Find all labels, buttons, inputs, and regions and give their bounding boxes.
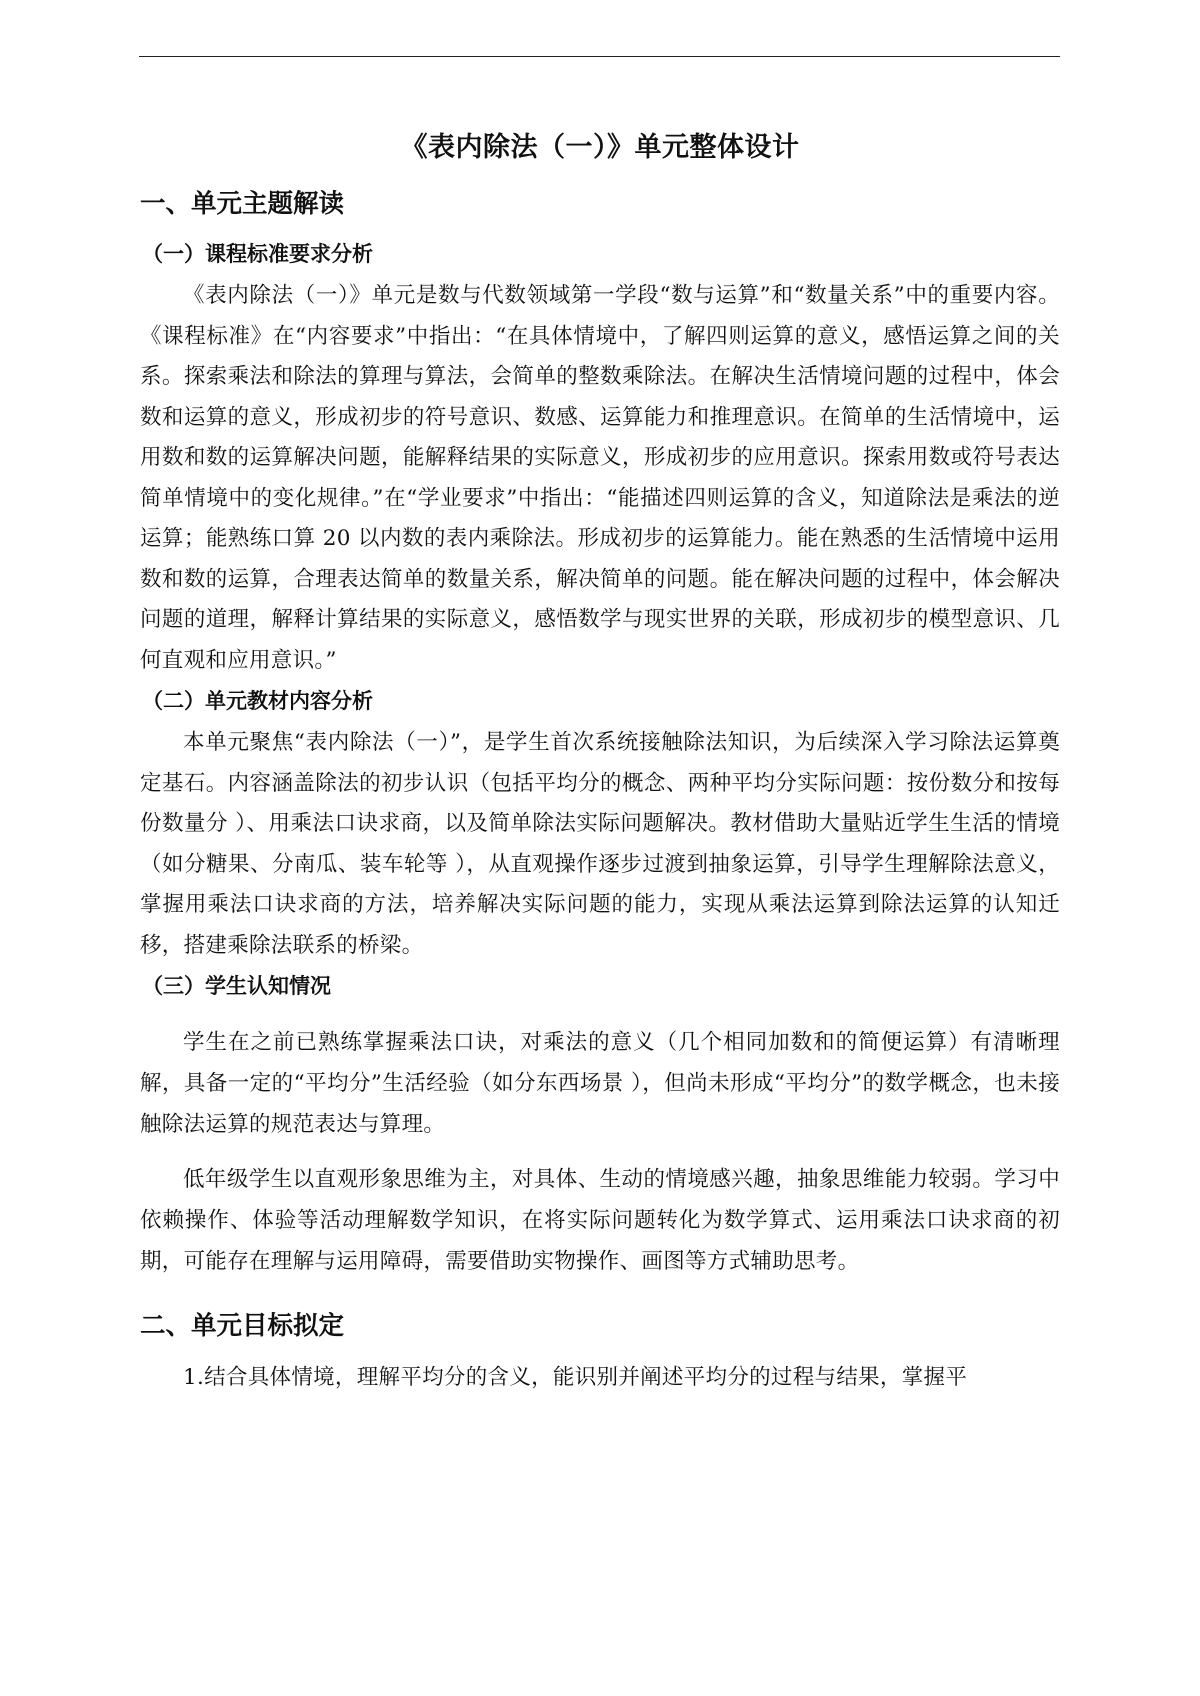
subsection-heading-curriculum-standard: （一）课程标准要求分析 — [142, 242, 373, 266]
paragraph-student-cognition-1: 学生在之前已熟练掌握乘法口诀，对乘法的意义（几个相同加数和的简便运算）有清晰理解，具备一定的“平均分”生活经验（如分东西场景 ），但尚未形成“平均分”的数学概念，也未接触除法运算的规范表达与算理。 — [140, 1030, 1060, 1137]
spacer — [140, 1008, 1060, 1022]
document-content — [140, 128, 1060, 1399]
paragraph-student-cognition-2: 低年级学生以直观形象思维为主，对具体、生动的情境感兴趣，抽象思维能力较弱。学习中依赖操作、体验等活动理解数学知识，在将实际问题转化为数学算式、运用乘法口诀求商的初期，可能存在理解与运用障碍，需要借助实物操作、画图等方式辅助思考。 — [140, 1167, 1060, 1274]
paragraph-curriculum-standard: 《表内除法（一）》单元是数与代数领域第一学段“数与运算”和“数量关系”中的重要内容。《课程标准》在“内容要求”中指出：“在具体情境中，了解四则运算的意义，感悟运算之间的关系。探索乘法和除法的算理与算法，会简单的整数乘除法。在解决生活情境问题的过程中，体会数和运算的意义，形成初步的符号意识、数感、运算能力和推理意识。在简单的生活情境中，运用数和数的运算解决问题，能解释结果的实际意义，形成初步的应用意识。探索用数或符号表达简单情境中的变化规律。”在“学业要求”中指出：“能描述四则运算的含义，知道除法是乘法的逆运算；能熟练口算 20 以内数的表内乘除法。形成初步的运算能力。能在熟悉的生活情境中运用数和数的运算，合理表达简单的数量关系，解决简单的问题。能在解决问题的过程中，体会解决问题的道理，解释计算结果的实际意义，感悟数学与现实世界的关联，形成初步的模型意识、几何直观和应用意识。” — [140, 283, 1060, 673]
header-rule — [139, 56, 1060, 57]
spacer — [140, 1282, 1060, 1296]
subsection-heading-student-cognition: （三）学生认知情况 — [142, 974, 331, 998]
paragraph-textbook-content: 本单元聚焦“表内除法（一）”，是学生首次系统接触除法知识，为后续深入学习除法运算奠定基石。内容涵盖除法的初步认识（包括平均分的概念、两种平均分实际问题：按份数分和按每份数量分 ）、用乘法口诀求商，以及简单除法实际问题解决。教材借助大量贴近学生生活的情境（如分糖果、分南瓜、装车轮等 ），从直观操作逐步过渡到抽象运算，引导学生理解除法意义，掌握用乘法口诀求商的方法，培养解决实际问题的能力，实现从乘法运算到除法运算的认知迁移，搭建乘除法联系的桥梁。 — [140, 730, 1060, 958]
document-title: 《表内除法（一）》单元整体设计 — [400, 132, 800, 163]
goal-item-1: 1.结合具体情境，理解平均分的含义，能识别并阐述平均分的过程与结果，掌握平 — [183, 1365, 968, 1390]
spacer — [140, 1145, 1060, 1159]
section-heading-unit-goals: 二、单元目标拟定 — [140, 1311, 345, 1341]
subsection-heading-textbook-content: （二）单元教材内容分析 — [142, 689, 373, 713]
section-heading-unit-theme: 一、单元主题解读 — [140, 189, 345, 219]
